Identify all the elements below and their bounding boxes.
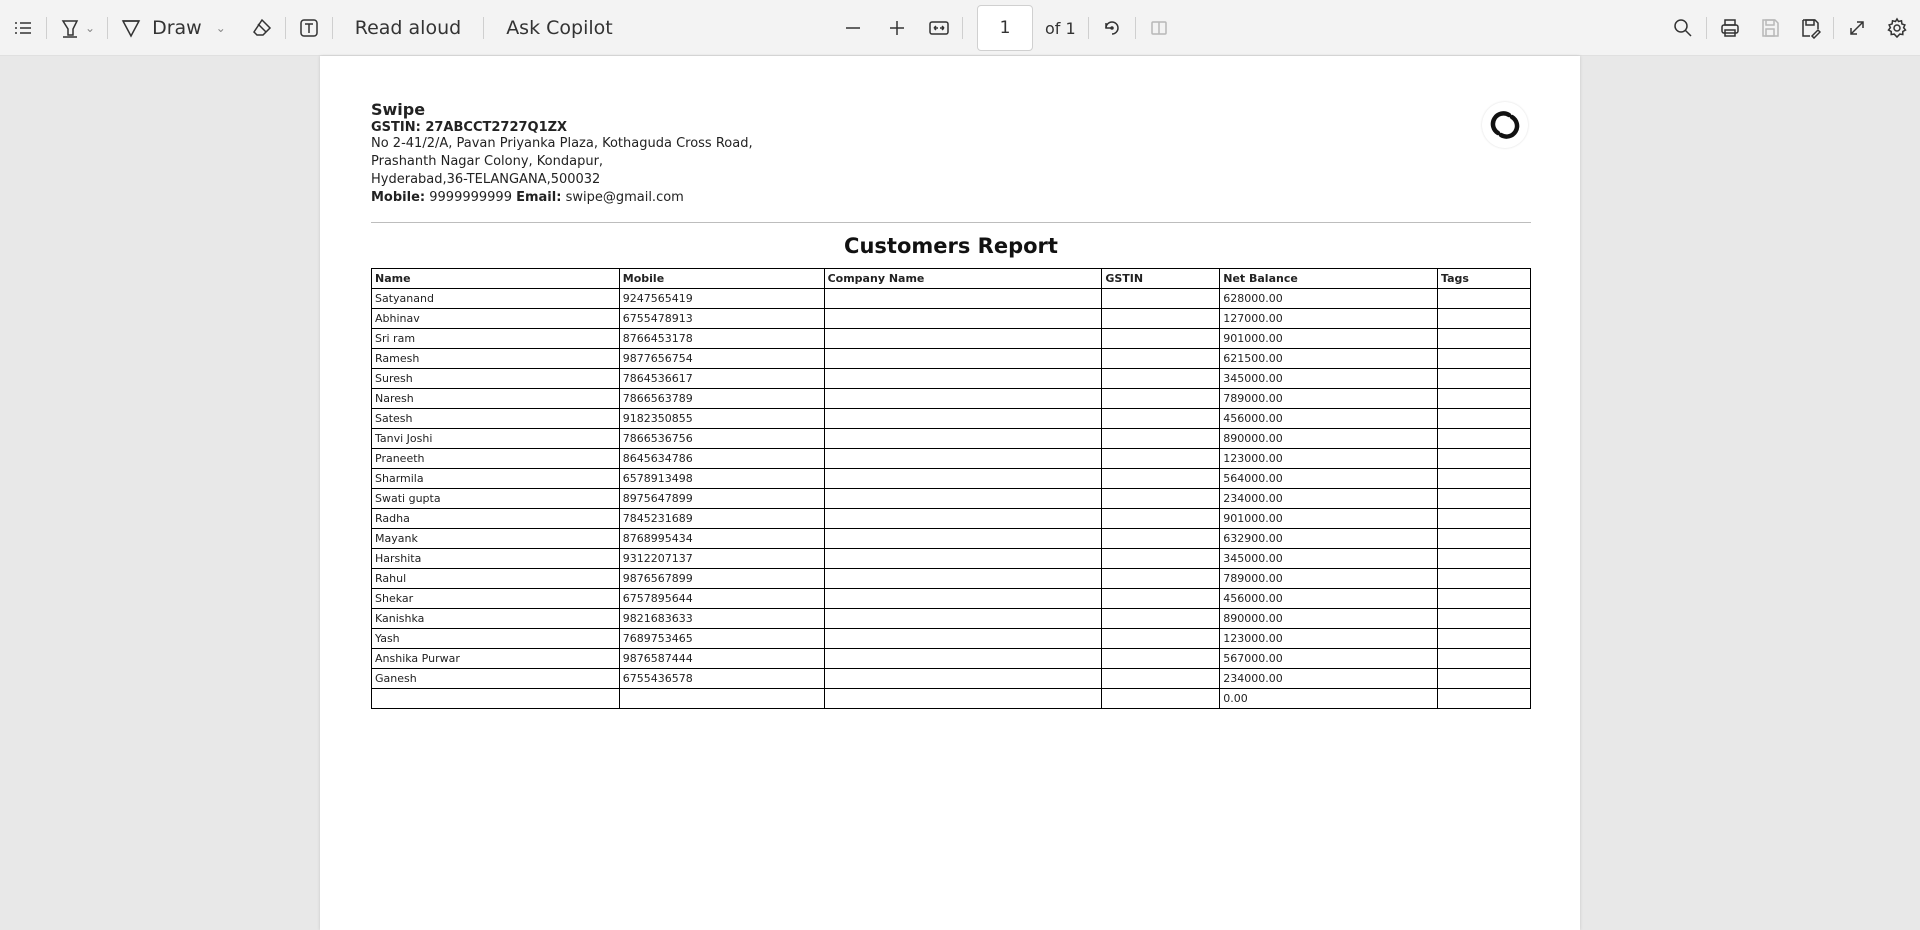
draw-button[interactable] — [114, 10, 232, 46]
cell-net-balance: 628000.00 — [1220, 289, 1438, 309]
plus-icon — [886, 17, 908, 39]
cell-net-balance: 632900.00 — [1220, 529, 1438, 549]
cell-company-name — [824, 349, 1102, 369]
cell-name: Swati gupta — [372, 489, 620, 509]
cell-gstin — [1102, 489, 1220, 509]
cell-tags — [1438, 529, 1531, 549]
table-row — [372, 669, 1531, 689]
table-row — [372, 649, 1531, 669]
cell-gstin — [1102, 429, 1220, 449]
cell-name: Anshika Purwar — [372, 649, 620, 669]
table-row — [372, 429, 1531, 449]
contents-button[interactable] — [6, 10, 40, 46]
cell-gstin — [1102, 369, 1220, 389]
address-line: Hyderabad,36-TELANGANA,500032 — [371, 172, 601, 187]
cell-mobile: 6755478913 — [619, 309, 824, 329]
cell-gstin — [1102, 349, 1220, 369]
customers-table — [371, 268, 1531, 709]
read-aloud-label: Read aloud — [354, 16, 462, 39]
table-row — [372, 329, 1531, 349]
cell-company-name — [824, 529, 1102, 549]
cell-gstin — [1102, 509, 1220, 529]
pdf-toolbar — [0, 0, 1920, 56]
cell-net-balance: 789000.00 — [1220, 389, 1438, 409]
cell-tags — [1438, 289, 1531, 309]
column-header-tags: Tags — [1438, 269, 1531, 289]
cell-company-name — [824, 649, 1102, 669]
cell-name: Satyanand — [372, 289, 620, 309]
cell-gstin — [1102, 549, 1220, 569]
cell-net-balance: 621500.00 — [1220, 349, 1438, 369]
cell-mobile: 9182350855 — [619, 409, 824, 429]
cell-tags — [1438, 649, 1531, 669]
cell-gstin — [1102, 329, 1220, 349]
pen-icon — [120, 17, 142, 39]
cell-mobile: 9877656754 — [619, 349, 824, 369]
email-value: swipe@gmail.com — [565, 190, 684, 205]
cell-name: Radha — [372, 509, 620, 529]
cell-net-balance: 456000.00 — [1220, 409, 1438, 429]
separator — [1706, 17, 1707, 39]
cell-company-name — [824, 469, 1102, 489]
table-row — [372, 469, 1531, 489]
header-divider — [371, 222, 1531, 223]
save-button[interactable] — [1753, 10, 1787, 46]
cell-net-balance: 0.00 — [1220, 689, 1438, 709]
cell-tags — [1438, 349, 1531, 369]
cell-tags — [1438, 369, 1531, 389]
cell-company-name — [824, 589, 1102, 609]
cell-tags — [1438, 569, 1531, 589]
text-box-button[interactable] — [292, 10, 326, 46]
cell-mobile: 9312207137 — [619, 549, 824, 569]
table-row — [372, 509, 1531, 529]
fit-width-icon — [928, 17, 950, 39]
cell-tags — [1438, 309, 1531, 329]
company-info — [371, 100, 753, 207]
pdf-page — [320, 56, 1580, 930]
cell-company-name — [824, 429, 1102, 449]
cell-company-name — [824, 449, 1102, 469]
page-view-icon — [1148, 17, 1170, 39]
cell-name — [372, 689, 620, 709]
cell-gstin — [1102, 469, 1220, 489]
chevron-down-icon: ⌄ — [85, 20, 96, 35]
cell-gstin — [1102, 449, 1220, 469]
table-row — [372, 689, 1531, 709]
draw-label: Draw — [152, 16, 202, 39]
cell-tags — [1438, 669, 1531, 689]
cell-company-name — [824, 489, 1102, 509]
separator — [1088, 17, 1089, 39]
cell-mobile: 6757895644 — [619, 589, 824, 609]
cell-mobile: 7866563789 — [619, 389, 824, 409]
cell-company-name — [824, 569, 1102, 589]
report-title: Customers Report — [844, 234, 1058, 258]
cell-tags — [1438, 389, 1531, 409]
cell-company-name — [824, 689, 1102, 709]
cell-company-name — [824, 509, 1102, 529]
cell-gstin — [1102, 689, 1220, 709]
cell-gstin — [1102, 569, 1220, 589]
cell-name: Sharmila — [372, 469, 620, 489]
table-row — [372, 389, 1531, 409]
cell-name: Suresh — [372, 369, 620, 389]
zoom-in-button[interactable] — [880, 10, 914, 46]
table-row — [372, 489, 1531, 509]
contact-line — [371, 189, 753, 207]
cell-tags — [1438, 629, 1531, 649]
highlighter-icon — [59, 17, 81, 39]
cell-company-name — [824, 669, 1102, 689]
separator — [332, 17, 333, 39]
cell-gstin — [1102, 669, 1220, 689]
cell-net-balance: 901000.00 — [1220, 329, 1438, 349]
cell-tags — [1438, 549, 1531, 569]
cell-company-name — [824, 609, 1102, 629]
erase-button[interactable] — [245, 10, 279, 46]
cell-company-name — [824, 389, 1102, 409]
cell-company-name — [824, 549, 1102, 569]
cell-gstin — [1102, 589, 1220, 609]
search-icon — [1672, 17, 1694, 39]
cell-net-balance: 345000.00 — [1220, 549, 1438, 569]
cell-net-balance: 567000.00 — [1220, 649, 1438, 669]
cell-mobile: 8645634786 — [619, 449, 824, 469]
cell-gstin — [1102, 609, 1220, 629]
cell-gstin — [1102, 629, 1220, 649]
cell-name: Yash — [372, 629, 620, 649]
separator — [285, 17, 286, 39]
cell-gstin — [1102, 529, 1220, 549]
cell-mobile — [619, 689, 824, 709]
text-box-icon — [298, 17, 320, 39]
table-row — [372, 529, 1531, 549]
cell-tags — [1438, 329, 1531, 349]
cell-gstin — [1102, 289, 1220, 309]
table-row — [372, 309, 1531, 329]
mobile-label: Mobile: — [371, 190, 426, 205]
cell-tags — [1438, 689, 1531, 709]
chevron-down-icon: ⌄ — [215, 20, 226, 35]
cell-net-balance: 234000.00 — [1220, 669, 1438, 689]
eraser-icon — [251, 17, 273, 39]
column-header-net-balance: Net Balance — [1220, 269, 1438, 289]
fit-width-button[interactable] — [922, 10, 956, 46]
search-button[interactable] — [1666, 10, 1700, 46]
cell-name: Harshita — [372, 549, 620, 569]
page-view-button[interactable] — [1142, 10, 1176, 46]
cell-net-balance: 890000.00 — [1220, 609, 1438, 629]
table-row — [372, 609, 1531, 629]
separator — [1135, 17, 1136, 39]
table-body — [372, 289, 1531, 709]
cell-net-balance: 127000.00 — [1220, 309, 1438, 329]
separator — [962, 17, 963, 39]
cell-name: Satesh — [372, 409, 620, 429]
column-header-name: Name — [372, 269, 620, 289]
cell-net-balance: 564000.00 — [1220, 469, 1438, 489]
table-header-row — [372, 269, 1531, 289]
ask-copilot-button[interactable] — [490, 10, 629, 46]
cell-tags — [1438, 469, 1531, 489]
cell-name: Abhinav — [372, 309, 620, 329]
print-button[interactable] — [1713, 10, 1747, 46]
cell-mobile: 6755436578 — [619, 669, 824, 689]
list-icon — [12, 17, 34, 39]
cell-company-name — [824, 329, 1102, 349]
cell-mobile: 8768995434 — [619, 529, 824, 549]
table-row — [372, 289, 1531, 309]
cell-gstin — [1102, 389, 1220, 409]
table-row — [372, 369, 1531, 389]
save-icon — [1759, 17, 1781, 39]
separator — [1833, 17, 1834, 39]
cell-name: Sri ram — [372, 329, 620, 349]
cell-gstin — [1102, 409, 1220, 429]
cell-name: Ramesh — [372, 349, 620, 369]
rotate-icon — [1101, 17, 1123, 39]
table-row — [372, 549, 1531, 569]
gear-icon — [1886, 17, 1908, 39]
cell-net-balance: 456000.00 — [1220, 589, 1438, 609]
cell-mobile: 7866536756 — [619, 429, 824, 449]
cell-name: Rahul — [372, 569, 620, 589]
cell-net-balance: 890000.00 — [1220, 429, 1438, 449]
cell-name: Praneeth — [372, 449, 620, 469]
cell-net-balance: 123000.00 — [1220, 629, 1438, 649]
table-row — [372, 409, 1531, 429]
cell-name: Mayank — [372, 529, 620, 549]
column-header-gstin: GSTIN — [1102, 269, 1220, 289]
cell-tags — [1438, 449, 1531, 469]
zoom-out-button[interactable] — [836, 10, 870, 46]
swipe-logo-icon — [1490, 110, 1520, 140]
mobile-value: 9999999999 — [429, 190, 512, 205]
toolbar-right-group — [1666, 0, 1914, 56]
cell-name: Naresh — [372, 389, 620, 409]
cell-name: Tanvi Joshi — [372, 429, 620, 449]
cell-gstin — [1102, 309, 1220, 329]
company-gstin: GSTIN: 27ABCCT2727Q1ZX — [371, 120, 568, 135]
cell-net-balance: 234000.00 — [1220, 489, 1438, 509]
table-row — [372, 589, 1531, 609]
print-icon — [1719, 17, 1741, 39]
address-line: Prashanth Nagar Colony, Kondapur, — [371, 154, 604, 169]
separator — [46, 17, 47, 39]
separator — [483, 17, 484, 39]
fullscreen-button[interactable] — [1840, 10, 1874, 46]
expand-icon — [1846, 17, 1868, 39]
cell-name: Ganesh — [372, 669, 620, 689]
table-row — [372, 569, 1531, 589]
page-total-label: of 1 — [1045, 18, 1076, 38]
save-as-icon — [1799, 17, 1821, 39]
page-number-input[interactable]: 1 — [977, 5, 1033, 51]
cell-net-balance: 345000.00 — [1220, 369, 1438, 389]
cell-company-name — [824, 629, 1102, 649]
cell-mobile: 8975647899 — [619, 489, 824, 509]
toolbar-left-group — [0, 0, 629, 55]
cell-mobile: 7689753465 — [619, 629, 824, 649]
cell-company-name — [824, 309, 1102, 329]
cell-net-balance: 789000.00 — [1220, 569, 1438, 589]
cell-company-name — [824, 369, 1102, 389]
table-row — [372, 349, 1531, 369]
cell-company-name — [824, 409, 1102, 429]
cell-mobile: 9247565419 — [619, 289, 824, 309]
save-as-button[interactable] — [1793, 10, 1827, 46]
cell-mobile: 9876567899 — [619, 569, 824, 589]
column-header-company-name: Company Name — [824, 269, 1102, 289]
cell-tags — [1438, 489, 1531, 509]
cell-tags — [1438, 609, 1531, 629]
email-label: Email: — [516, 190, 562, 205]
ask-copilot-label: Ask Copilot — [506, 16, 613, 39]
cell-mobile: 7845231689 — [619, 509, 824, 529]
cell-company-name — [824, 289, 1102, 309]
cell-name: Shekar — [372, 589, 620, 609]
cell-tags — [1438, 429, 1531, 449]
cell-mobile: 9876587444 — [619, 649, 824, 669]
rotate-button[interactable] — [1095, 10, 1129, 46]
cell-name: Kanishka — [372, 609, 620, 629]
cell-tags — [1438, 409, 1531, 429]
cell-mobile: 8766453178 — [619, 329, 824, 349]
address-line: No 2-41/2/A, Pavan Priyanka Plaza, Kothaguda Cross Road, — [371, 136, 753, 151]
cell-tags — [1438, 589, 1531, 609]
cell-gstin — [1102, 649, 1220, 669]
cell-mobile: 9821683633 — [619, 609, 824, 629]
cell-mobile: 6578913498 — [619, 469, 824, 489]
read-aloud-button[interactable] — [339, 10, 477, 46]
cell-net-balance: 901000.00 — [1220, 509, 1438, 529]
settings-button[interactable] — [1880, 10, 1914, 46]
cell-net-balance: 123000.00 — [1220, 449, 1438, 469]
cell-mobile: 7864536617 — [619, 369, 824, 389]
company-logo — [1482, 102, 1528, 148]
column-header-mobile: Mobile — [619, 269, 824, 289]
table-row — [372, 629, 1531, 649]
table-row — [372, 449, 1531, 469]
toolbar-center-group — [836, 0, 1176, 56]
company-name: Swipe — [371, 100, 426, 119]
highlight-button[interactable] — [53, 10, 101, 46]
minus-icon — [842, 17, 864, 39]
separator — [107, 17, 108, 39]
cell-tags — [1438, 509, 1531, 529]
